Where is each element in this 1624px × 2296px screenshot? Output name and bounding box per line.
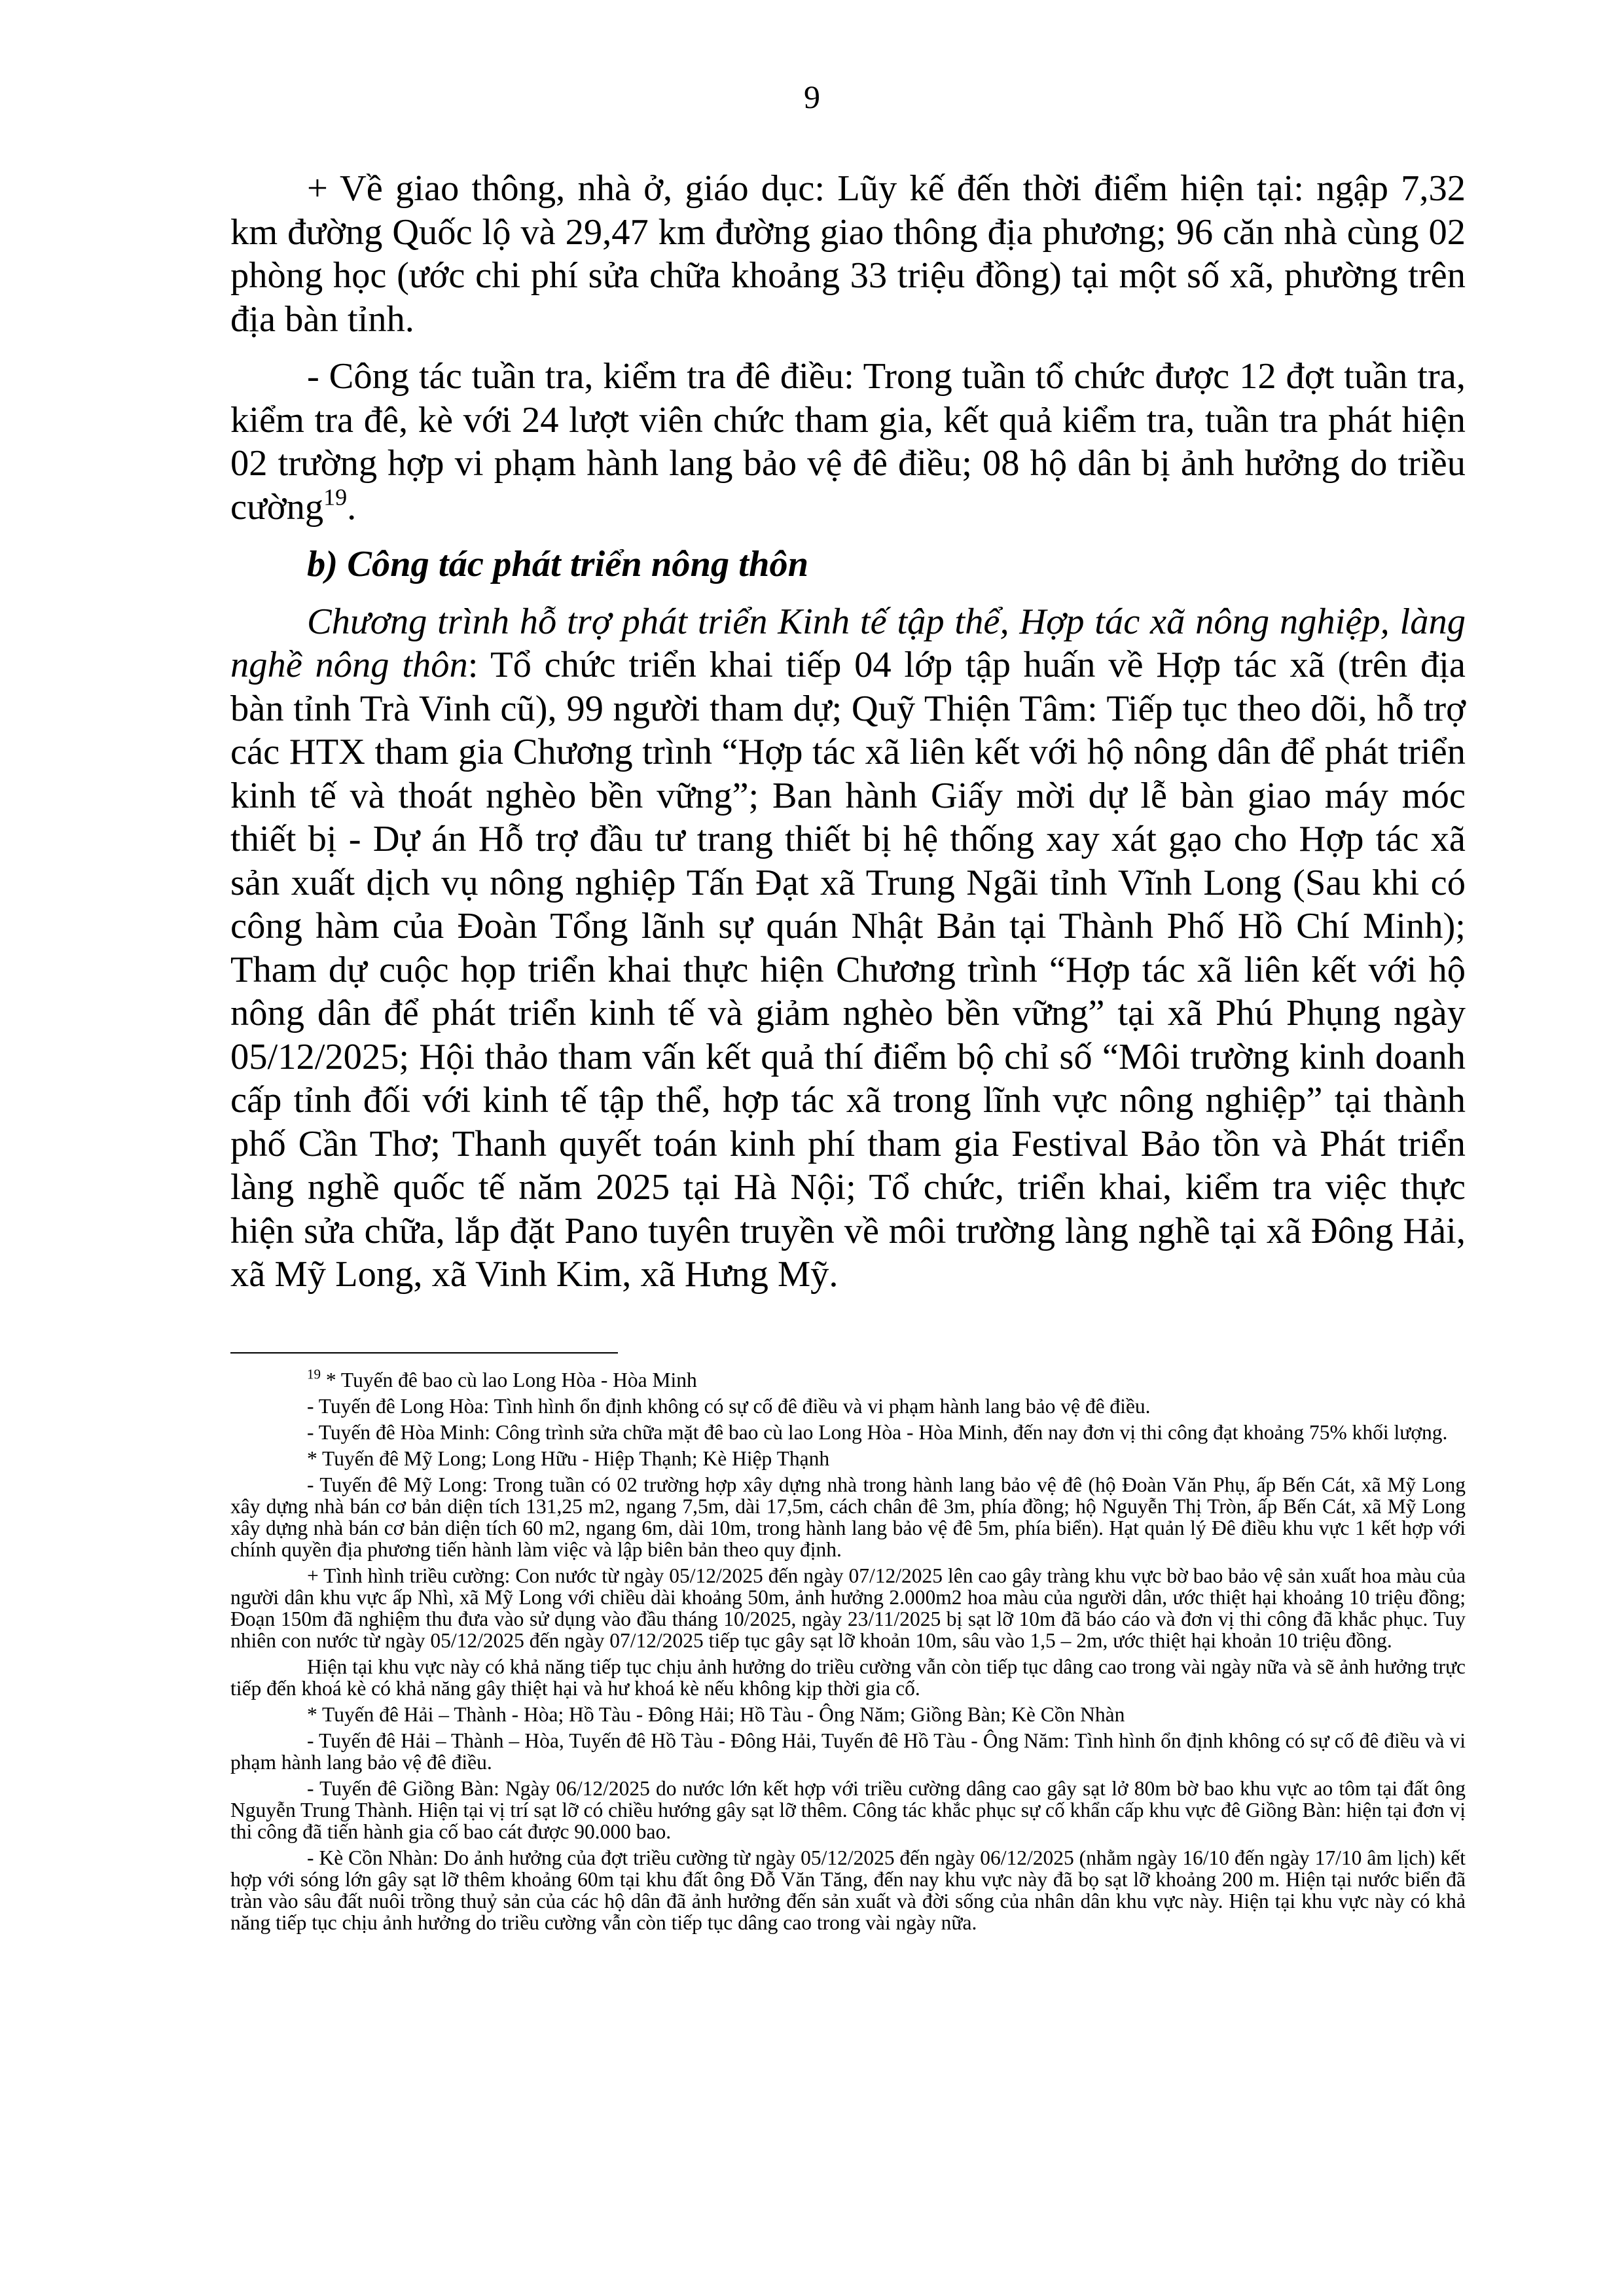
dike-patrol-text: - Công tác tuần tra, kiểm tra đê điều: Trong tuần tổ chức được 12 đợt tuần tra, kiểm tra đê, kè với 24 lượt viên chức tham gia, kết quả kiểm tra, tuần tra phát hiện 02 trường hợp vi phạm hành lang bảo vệ đê điều; 08 hộ dân bị ảnh hưởng do triều cường [230,356,1466,528]
footnote-reference: 19 [323,483,348,510]
footnote-line: * Tuyến đê Mỹ Long; Long Hữu - Hiệp Thạnh; Kè Hiệp Thạnh [307,1447,830,1470]
footnote-line: - Tuyến đê Giồng Bàn: Ngày 06/12/2025 do nước lớn kết hợp với triều cường dâng cao gây sạt lở 80m bờ bao khu vực ao tôm tại đất ông Nguyễn Trung Thành. Hiện tại vị trí sạt lỡ có chiều hướng gây sạt lỡ thêm. Công tác khắc phục sự cố khẩn cấp khu vực đê Giồng Bàn: hiện tại đơn vị thi công đã tiến hành gia cố bao cát được 90.000 bao. [230,1777,1466,1843]
footnote-line: - Tuyến đê Long Hòa: Tình hình ổn định không có sự cố đê điều và vi phạm hành lang bảo vệ đê điều. [307,1395,1151,1418]
footnote-line: Hiện tại khu vực này có khả năng tiếp tục chịu ảnh hưởng do triều cường vẫn còn tiếp tục dâng cao trong vài ngày nữa và sẽ ảnh hưởng trực tiếp đến khoá kè có khả năng gây thiệt hại và hư khoá kè nếu không kịp thời gia cố. [230,1655,1466,1700]
footnote-line: + Tình hình triều cường: Con nước từ ngày 05/12/2025 đến ngày 07/12/2025 lên cao gây tràng khu vực bờ bao bảo vệ sản xuất hoa màu của người dân khu vực ấp Nhì, xã Mỹ Long với chiều dài khoảng 50m, ảnh hưởng 2.000m2 hoa màu của người dân, ước thiệt hại khoảng 10 triệu đồng; Đoạn 150m đã nghiệm thu đưa vào sử dụng vào đầu tháng 10/2025, ngày 23/11/2025 bị sạt lỡ 10m đã báo cáo và đơn vị thi công đã khắc phục. Tuy nhiên con nước từ ngày 05/12/2025 đến ngày 07/12/2025 tiếp tục gây sạt lỡ khoản 10m, sâu vào 1,5 – 2m, ước thiệt hại khoản 10 triệu đồng. [230,1564,1466,1652]
main-body [230,167,1466,1310]
footnote-line: - Tuyến đê Hải – Thành – Hòa, Tuyến đê Hồ Tàu - Đông Hải, Tuyến đê Hồ Tàu - Ông Năm: Tình hình ổn định không có sự cố đê điều và vi phạm hành lang bảo vệ đê điều. [230,1729,1466,1774]
footnote-heading-long-hoa: * Tuyến đê bao cù lao Long Hòa - Hòa Minh [325,1369,697,1391]
footnote-line: * Tuyến đê Hải – Thành - Hòa; Hồ Tàu - Đông Hải; Hồ Tàu - Ông Năm; Giồng Bàn; Kè Cồn Nhàn [307,1703,1125,1726]
program-title-italic: Chương trình hỗ trợ phát triển Kinh tế tập thể, Hợp tác xã nông nghiệp, làng nghề nông thôn [230,601,1466,685]
page-number: 9 [804,79,820,115]
footnote-line [230,1366,1466,1391]
program-details: : Tổ chức triển khai tiếp 04 lớp tập huấn về Hợp tác xã (trên địa bàn tỉnh Trà Vinh cũ), 99 người tham dự; Quỹ Thiện Tâm: Tiếp tục theo dõi, hỗ trợ các HTX tham gia Chương trình “Hợp tác xã liên kết với hộ nông dân để phát triển kinh tế và thoát nghèo bền vững”; Ban hành Giấy mời dự lễ bàn giao máy móc thiết bị - Dự án Hỗ trợ đầu tư trang thiết bị hệ thống xay xát gạo cho Hợp tác xã sản xuất dịch vụ nông nghiệp Tấn Đạt xã Trung Ngãi tỉnh Vĩnh Long (Sau khi có công hàm của Đoàn Tổng lãnh sự quán Nhật Bản tại Thành Phố Hồ Chí Minh); Tham dự cuộc họp triển khai thực hiện Chương trình “Hợp tác xã liên kết với hộ nông dân để phát triển kinh tế và giảm nghèo bền vững” tại xã Phú Phụng ngày 05/12/2025; Hội thảo tham vấn kết quả thí điểm bộ chỉ số “Môi trường kinh doanh cấp tỉnh đối với kinh tế tập thể, hợp tác xã trong lĩnh vực nông nghiệp” tại thành phố Cần Thơ; Thanh quyết toán kinh phí tham gia Festival Bảo tồn và Phát triển làng nghề quốc tế năm 2025 tại Hà Nội; Tổ chức, triển khai, kiểm tra việc thực hiện sửa chữa, lắp đặt Pano tuyên truyền về môi trường làng nghề tại xã Đông Hải, xã Mỹ Long, xã Vinh Kim, xã Hưng Mỹ. [230,645,1466,1295]
section-heading-rural-development: b) Công tác phát triển nông thôn [307,544,809,584]
footnote-section [230,1366,1466,1938]
footnote-line: - Tuyến đê Hòa Minh: Công trình sửa chữa mặt đê bao cù lao Long Hòa - Hòa Minh, đến nay đơn vị thi công đạt khoảng 75% khối lượng. [307,1421,1448,1444]
paragraph-transport-housing-education: + Về giao thông, nhà ở, giáo dục: Lũy kế đến thời điểm hiện tại: ngập 7,32 km đường Quốc lộ và 29,47 km đường giao thông địa phương; 96 căn nhà cùng 02 phòng học (ước chi phí sửa chữa khoảng 33 triệu đồng) tại một số xã, phường trên địa bàn tỉnh. [230,168,1466,340]
footnote-line: - Kè Cồn Nhàn: Do ảnh hưởng của đợt triều cường từ ngày 05/12/2025 đến ngày 06/12/2025 (nhằm ngày 16/10 đến ngày 17/10 âm lịch) kết hợp với sóng lớn gây sạt lỡ thêm khoảng 60m tại khu đất ông Đỗ Văn Tăng, đến nay khu vực này đã bọ sạt lỡ khoảng 200 m. Hiện tại nước biển đã tràn vào sâu đất nuôi trồng thuỷ sản của các hộ dân đã ảnh hưởng đến sản xuất và đời sống của nhân dân khu vực này. Hiện tại khu vực này có khả năng tiếp tục chịu ảnh hưởng do triều cường vẫn còn tiếp tục dâng cao trong vài ngày nữa. [230,1846,1466,1934]
footnote-line: - Tuyến đê Mỹ Long: Trong tuần có 02 trường hợp xây dựng nhà trong hành lang bảo vệ đê (hộ Đoàn Văn Phụ, ấp Bến Cát, xã Mỹ Long xây dựng nhà bán cơ bản diện tích 131,25 m2, ngang 7,5m, dài 17,5m, cách chân đê 3m, phía đồng; hộ Nguyễn Thị Tròn, ấp Bến Cát, xã Mỹ Long xây dựng nhà bán cơ bản diện tích 60 m2, ngang 6m, dài 10m, trong hành lang bảo vệ đê 5m, phía biển). Hạt quản lý Đê điều khu vực 1 kết hợp với chính quyền địa phương tiến hành làm việc và lập biên bản theo quy định. [230,1473,1466,1561]
dike-patrol-end: . [347,486,357,528]
paragraph-dike-patrol [230,355,1466,529]
footnote-divider [230,1352,618,1354]
footnote-number: 19 [307,1366,321,1382]
paragraph-cooperative-program [230,600,1466,1297]
